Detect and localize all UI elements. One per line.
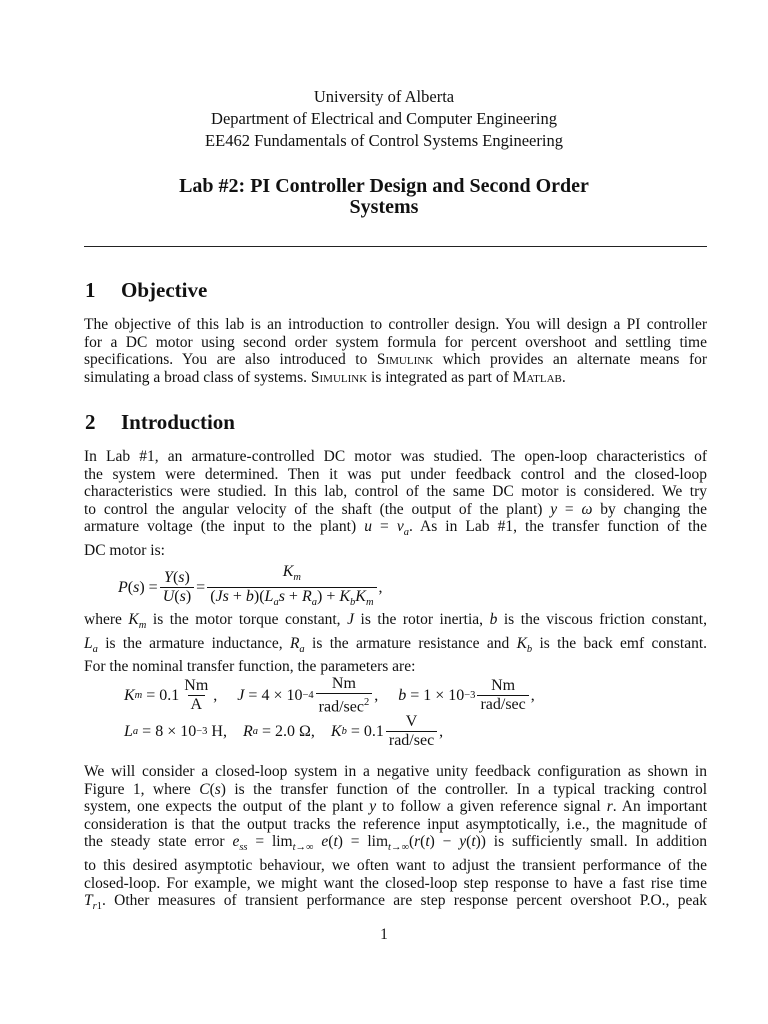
header	[0, 86, 768, 152]
page-title	[0, 176, 768, 218]
section-1-heading	[85, 278, 207, 303]
text-line: DC motor is:	[84, 542, 165, 560]
university-name: University of Alberta	[313, 87, 455, 106]
text-line: system, one expects the output of the plant y to follow a given reference signal r. An important	[84, 798, 708, 816]
text-line: the system were determined. Then it was put under feedback control and the closed-loop	[84, 465, 707, 483]
text-line: the steady state error $e_{ss} = \lim_{t\to\infty} e(t) = \lim_{t\to\infty}(r(t) - y(t))$ is sufficiently small. In addition	[84, 833, 707, 854]
section-number: 1	[85, 278, 96, 302]
parameters-row-1: K m = 0.1 $\frac{Nm}{A}$ , J = 4 × 10 −4 $\frac{Nm}{rad/\sec^2}$ , b = 1 × 10 −3 $\frac{Nm}{\text{rad/sec}}$ ,	[124, 675, 535, 716]
text-line: $L_a$ is the armature inductance, $R_a$ is the armature resistance and $K_b$ is the back emf constant.	[84, 634, 708, 655]
section-title: Introduction	[121, 410, 235, 434]
text-line: We will consider a closed-loop system in a negative unity feedback configuration as shown in	[84, 763, 707, 780]
title-rule	[84, 246, 707, 247]
text-line: characteristics were studied. In this lab, control of the same DC motor is considered. We try	[84, 483, 707, 501]
title-line-1: Lab #2: PI Controller Design and Second Order	[179, 175, 589, 197]
page-number: 1	[380, 926, 388, 943]
text-line: where $K_m$ is the motor torque constant, J is the rotor inertia, b is the viscous friction constant,	[84, 611, 707, 632]
text-line: closed-loop. For example, we might want the closed-loop step response to have a fast rise time	[84, 874, 707, 892]
text-line: For the nominal transfer function, the parameters are:	[84, 658, 416, 676]
parameters-row-2: L a = 8 × 10 −3 H , R a = 2.0 Ω , K b = 0.1 $\frac{V}{\text{rad/sec}}$ ,	[124, 713, 444, 749]
text-line: In Lab #1, an armature-controlled DC motor was studied. The open-loop characteristics of	[84, 448, 707, 465]
text-line: $T_{r1}$. Other measures of transient performance are step response percent overshoot P.O., peak	[84, 892, 707, 913]
course-name: EE462 Fundamentals of Control Systems Engineering	[205, 131, 563, 150]
text-line: The objective of this lab is an introduction to controller design. You will design a PI controller	[84, 316, 707, 333]
section-number: 2	[85, 410, 96, 434]
section-2-heading	[85, 410, 235, 435]
introduction-paragraph-1	[84, 448, 707, 560]
title-line-2: Systems	[349, 196, 419, 218]
text-line: Figure 1, where C(s) is the transfer function of the controller. In a typical tracking control	[84, 780, 707, 798]
introduction-paragraph-2	[84, 611, 707, 676]
text-line: to this desired asymptotic behaviour, we often want to adjust the transient performance of the	[84, 857, 707, 875]
objective-paragraph	[84, 316, 707, 386]
text-line: for a DC motor using second order system formula for percent overshoot and settling time	[84, 333, 707, 351]
transfer-function-equation: P ( s ) = $\frac{Y(s)}{U(s)}$ = $\frac{K_m}{(Js + b)(L_as + R_a) + K_bK_m}$ ,	[118, 563, 383, 612]
department-name: Department of Electrical and Computer Engineering	[211, 109, 557, 128]
text-line: specifications. You are also introduced to Simulink which provides an alternate means for	[84, 351, 708, 369]
text-line: armature voltage (the input to the plant) $u = v_a$. As in Lab #1, the transfer function of the	[84, 518, 707, 539]
introduction-paragraph-3	[84, 763, 707, 916]
section-title: Objective	[121, 278, 208, 302]
text-line: consideration is that the output tracks the reference input asymptotically, i.e., the magnitude of	[84, 815, 707, 833]
text-line: to control the angular velocity of the shaft (the output of the plant) y = ω by changing the	[84, 500, 708, 518]
text-line: simulating a broad class of systems. Simulink is integrated as part of Matlab.	[84, 368, 566, 386]
